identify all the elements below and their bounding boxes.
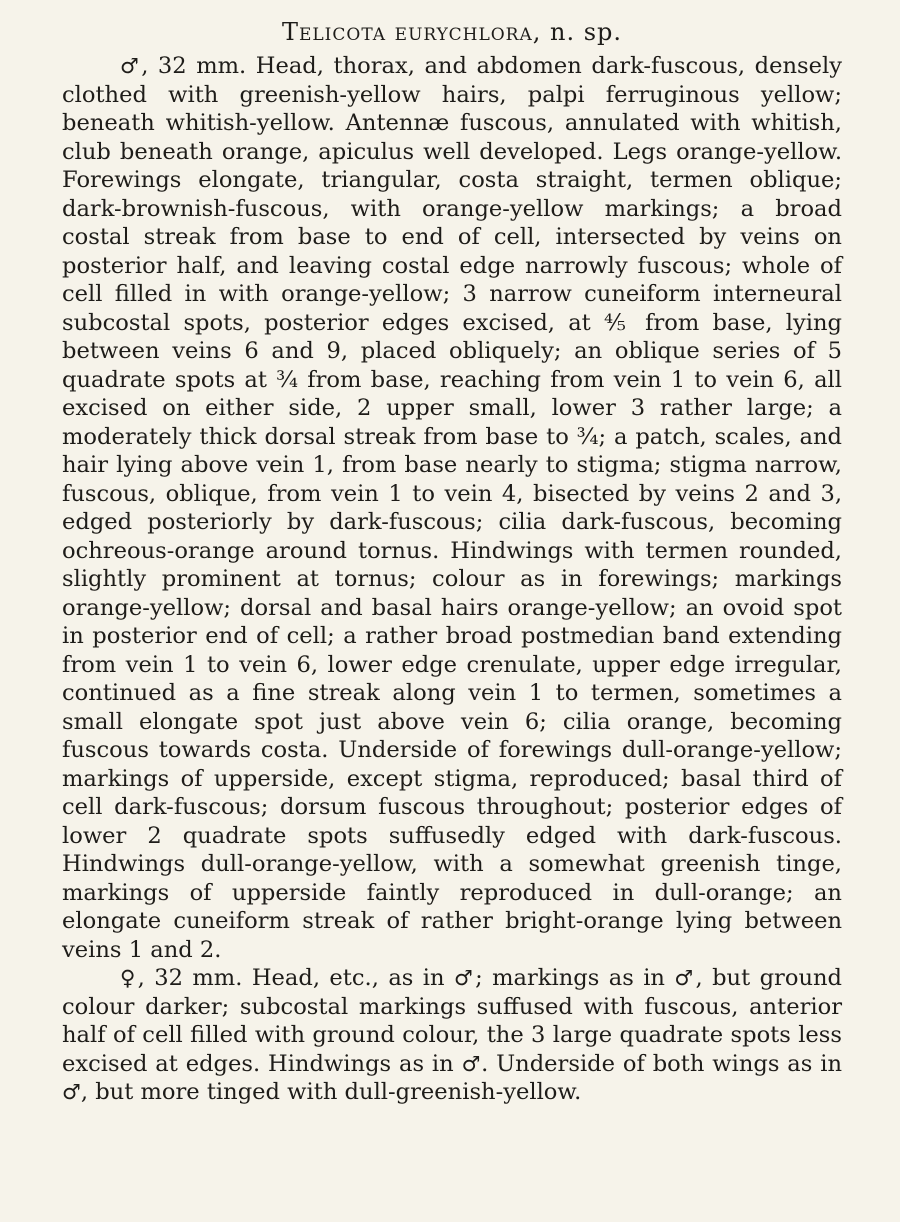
heading-suffix: , n. sp. [532,18,623,46]
male-symbol: ♂ [62,1080,81,1104]
female-text-part-1: , 32 mm. Head, etc., as in [137,965,454,991]
male-description [62,52,842,964]
species-name: eurychlora [394,18,533,46]
female-text-part-5: , but more tinged with dull-greenish-yellow. [80,1079,582,1105]
male-symbol: ♂ [120,54,142,78]
female-text-part-3: , but ground colour darker; subcostal markings suffused with fuscous, anterior half of cell filled with ground colour, the 3 large quadrate spots less excised at edges. Hindwings as in [62,965,843,1077]
male-symbol: ♂ [461,1051,482,1076]
female-description [62,964,842,1107]
female-text-part-4: . Underside of both wings as in [481,1050,843,1077]
male-description-text: , 32 mm. Head, thorax, and abdomen dark-fuscous, densely clothed with greenish-yellow hairs, palpi ferruginous yellow; beneath whitish-yellow. Antennæ fuscous, annulated with whitish, club beneath orange, apiculus well developed. Legs orange-yellow. Forewings elongate, triangular, costa straight, termen oblique; dark-brownish-fuscous, with orange-yellow markings; a broad costal streak from base to end of cell, intersected by veins on posterior half, and leaving costal edge narrowly fuscous; whole of cell filled in with orange-yellow; 3 narrow cuneiform interneural subcostal spots, posterior edges excised, at ⅘ from base, lying between veins 6 and 9, placed obliquely; an oblique series of 5 quadrate spots at ¾ from base, reaching from vein 1 to vein 6, all excised on either side, 2 upper small, lower 3 rather large; a moderately thick dorsal streak from base to ¾; a patch, scales, and hair lying above vein 1, from base nearly to stigma; stigma narrow, fuscous, oblique, from vein 1 to vein 4, bisected by veins 2 and 3, edged posteriorly by dark-fuscous; cilia dark-fuscous, becoming ochreous-orange around tornus. Hindwings with termen rounded, slightly prominent at tornus; colour as in forewings; markings orange-yellow; dorsal and basal hairs orange-yellow; an ovoid spot in posterior end of cell; a rather broad postmedian band extending from vein 1 to vein 6, lower edge crenulate, upper edge irregular, continued as a fine streak along vein 1 to termen, sometimes a small elongate spot just above vein 6; cilia orange, becoming fuscous towards costa. Underside of forewings dull-orange-yellow; markings of upperside, except stigma, reproduced; basal third of cell dark-fuscous; dorsum fuscous throughout; posterior edges of lower 2 quadrate spots suffusedly edged with dark-fuscous. Hindwings dull-orange-yellow, with a somewhat greenish tinge, markings of upperside faintly reproduced in dull-orange; an elongate cuneiform streak of rather bright-orange lying between veins 1 and 2. [62,53,842,963]
male-symbol: ♂ [674,966,696,990]
male-symbol: ♂ [454,966,476,990]
genus-name: Telicota [281,18,387,46]
female-symbol: ♀ [120,966,138,990]
species-heading [62,14,842,50]
female-text-part-2: ; markings as in [475,965,675,991]
